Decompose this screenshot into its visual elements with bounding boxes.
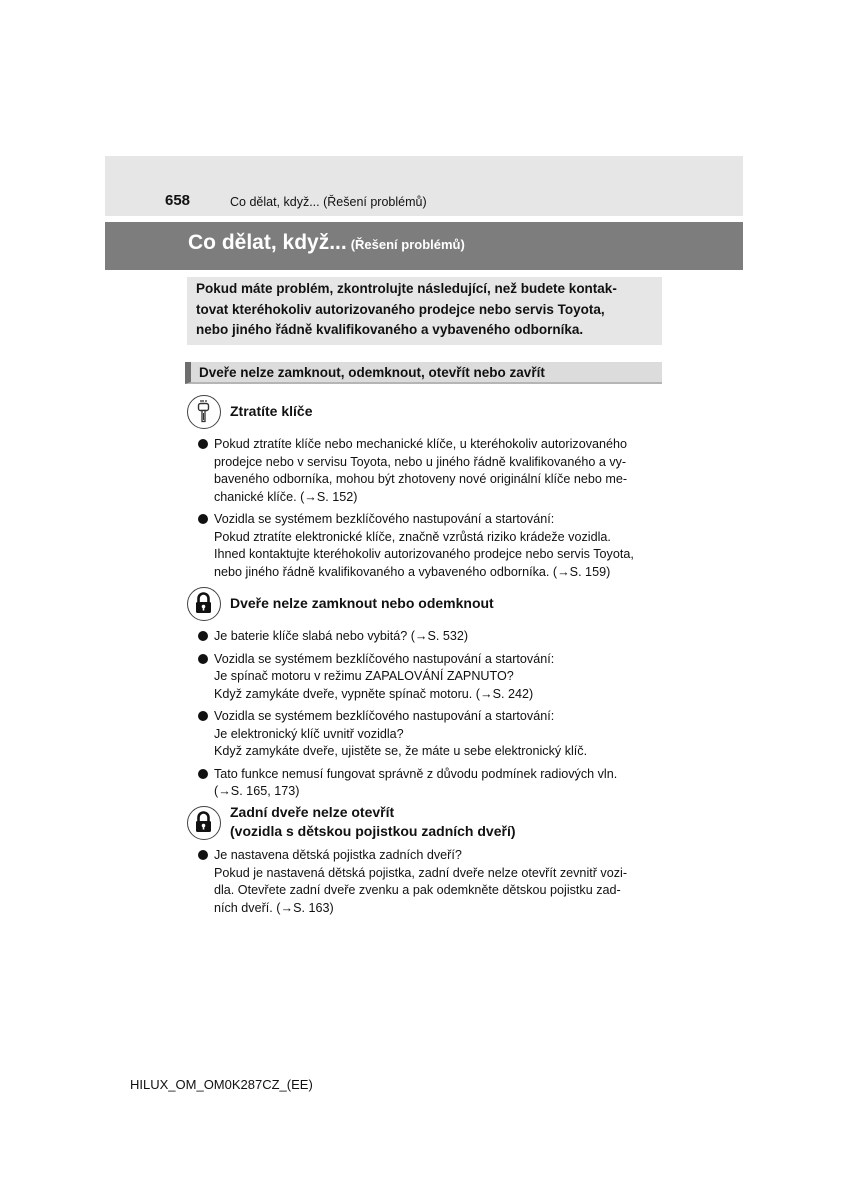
list-item-line: Ihned kontaktujte kteréhokoliv autorizovaného prodejce nebo servis Toyota, bbox=[214, 547, 634, 561]
lock-icon bbox=[187, 806, 221, 840]
list-item-line: Je elektronický klíč uvnitř vozidla? bbox=[214, 726, 404, 741]
page-title-main: Co dělat, když... bbox=[188, 231, 347, 254]
lock-icon bbox=[187, 587, 221, 621]
list-item bbox=[197, 766, 659, 801]
list-item-line: Tato funkce nemusí fungovat správně z důvodu podmínek radiových vln. bbox=[214, 766, 618, 781]
list-item-line: Je spínač motoru v režimu ZAPALOVÁNÍ ZAPNUTO? bbox=[214, 669, 514, 683]
list-item-line: Když zamykáte dveře, vypněte spínač motoru. (→S. 242) bbox=[214, 686, 534, 701]
list-item-line: Vozidla se systémem bezklíčového nastupování a startování: bbox=[214, 512, 555, 526]
list-item-line: Vozidla se systémem bezklíčového nastupování a startování: bbox=[214, 651, 555, 666]
running-head: Co dělat, když... (Řešení problémů) bbox=[230, 195, 427, 209]
subsection-title bbox=[230, 594, 494, 613]
subsection-title-line: (vozidla s dětskou pojistkou zadních dveří) bbox=[230, 823, 516, 839]
list-item bbox=[197, 847, 659, 917]
subsection-title-line: Ztratíte klíče bbox=[230, 403, 313, 419]
list-item-line: Vozidla se systémem bezklíčového nastupování a startování: bbox=[214, 709, 555, 723]
list-item-line: Je baterie klíče slabá nebo vybitá? (→S. 532) bbox=[214, 629, 469, 643]
subsection-title bbox=[230, 803, 516, 841]
bullet-list bbox=[197, 628, 659, 806]
list-item-line: chanické klíče. (→S. 152) bbox=[214, 489, 358, 504]
subsection-title bbox=[230, 402, 312, 421]
subsection-title-line: Zadní dveře nelze otevřít bbox=[230, 804, 395, 820]
page-title bbox=[188, 231, 465, 255]
list-item-line: Pokud ztratíte klíče nebo mechanické klíče, u kteréhokoliv autorizovaného bbox=[214, 437, 628, 451]
section-heading-bar bbox=[185, 362, 662, 384]
list-item bbox=[197, 628, 659, 646]
intro-line: tovat kteréhokoliv autorizovaného prodejce nebo servis Toyota, bbox=[196, 301, 605, 317]
list-item bbox=[197, 708, 659, 761]
list-item-line: Je nastavena dětská pojistka zadních dveří? bbox=[214, 848, 462, 862]
bullet-list bbox=[197, 436, 659, 586]
page-number: 658 bbox=[165, 192, 191, 209]
list-item bbox=[197, 436, 659, 506]
key-icon bbox=[187, 395, 221, 429]
bullet-list bbox=[197, 847, 659, 922]
list-item-line: nebo jiného řádně kvalifikovaného a vybaveného odborníka. (→S. 159) bbox=[214, 564, 611, 579]
subsection-title-line: Dveře nelze zamknout nebo odemknout bbox=[230, 595, 494, 611]
list-item-line: Když zamykáte dveře, ujistěte se, že máte u sebe elektronický klíč. bbox=[214, 744, 588, 758]
page-title-sub: (Řešení problémů) bbox=[350, 237, 465, 252]
document-code: HILUX_OM_OM0K287CZ_(EE) bbox=[130, 1077, 313, 1092]
intro-line: nebo jiného řádně kvalifikovaného a vybaveného odborníka. bbox=[196, 322, 584, 337]
intro-box bbox=[187, 277, 662, 345]
list-item-line: Pokud ztratíte elektronické klíče, značně vzrůstá riziko krádeže vozidla. bbox=[214, 529, 611, 544]
section-heading: Dveře nelze zamknout, odemknout, otevřít nebo zavřít bbox=[199, 365, 545, 380]
list-item-line: dla. Otevřete zadní dveře zvenku a pak odemkněte dětskou pojistku zad- bbox=[214, 883, 621, 897]
list-item bbox=[197, 511, 659, 581]
list-item-line: (→S. 165, 173) bbox=[214, 784, 300, 798]
list-item-line: ních dveří. (→S. 163) bbox=[214, 900, 334, 915]
list-item-line: Pokud je nastavená dětská pojistka, zadní dveře nelze otevřít zevnitř vozi- bbox=[214, 865, 628, 880]
list-item-line: baveného odborníka, mohou být zhotoveny nové originální klíče nebo me- bbox=[214, 472, 628, 486]
intro-line: Pokud máte problém, zkontrolujte následující, než budete kontak- bbox=[196, 281, 617, 296]
list-item-line: prodejce nebo v servisu Toyota, nebo u jiného řádně kvalifikovaného a vy- bbox=[214, 454, 627, 469]
list-item bbox=[197, 651, 659, 704]
